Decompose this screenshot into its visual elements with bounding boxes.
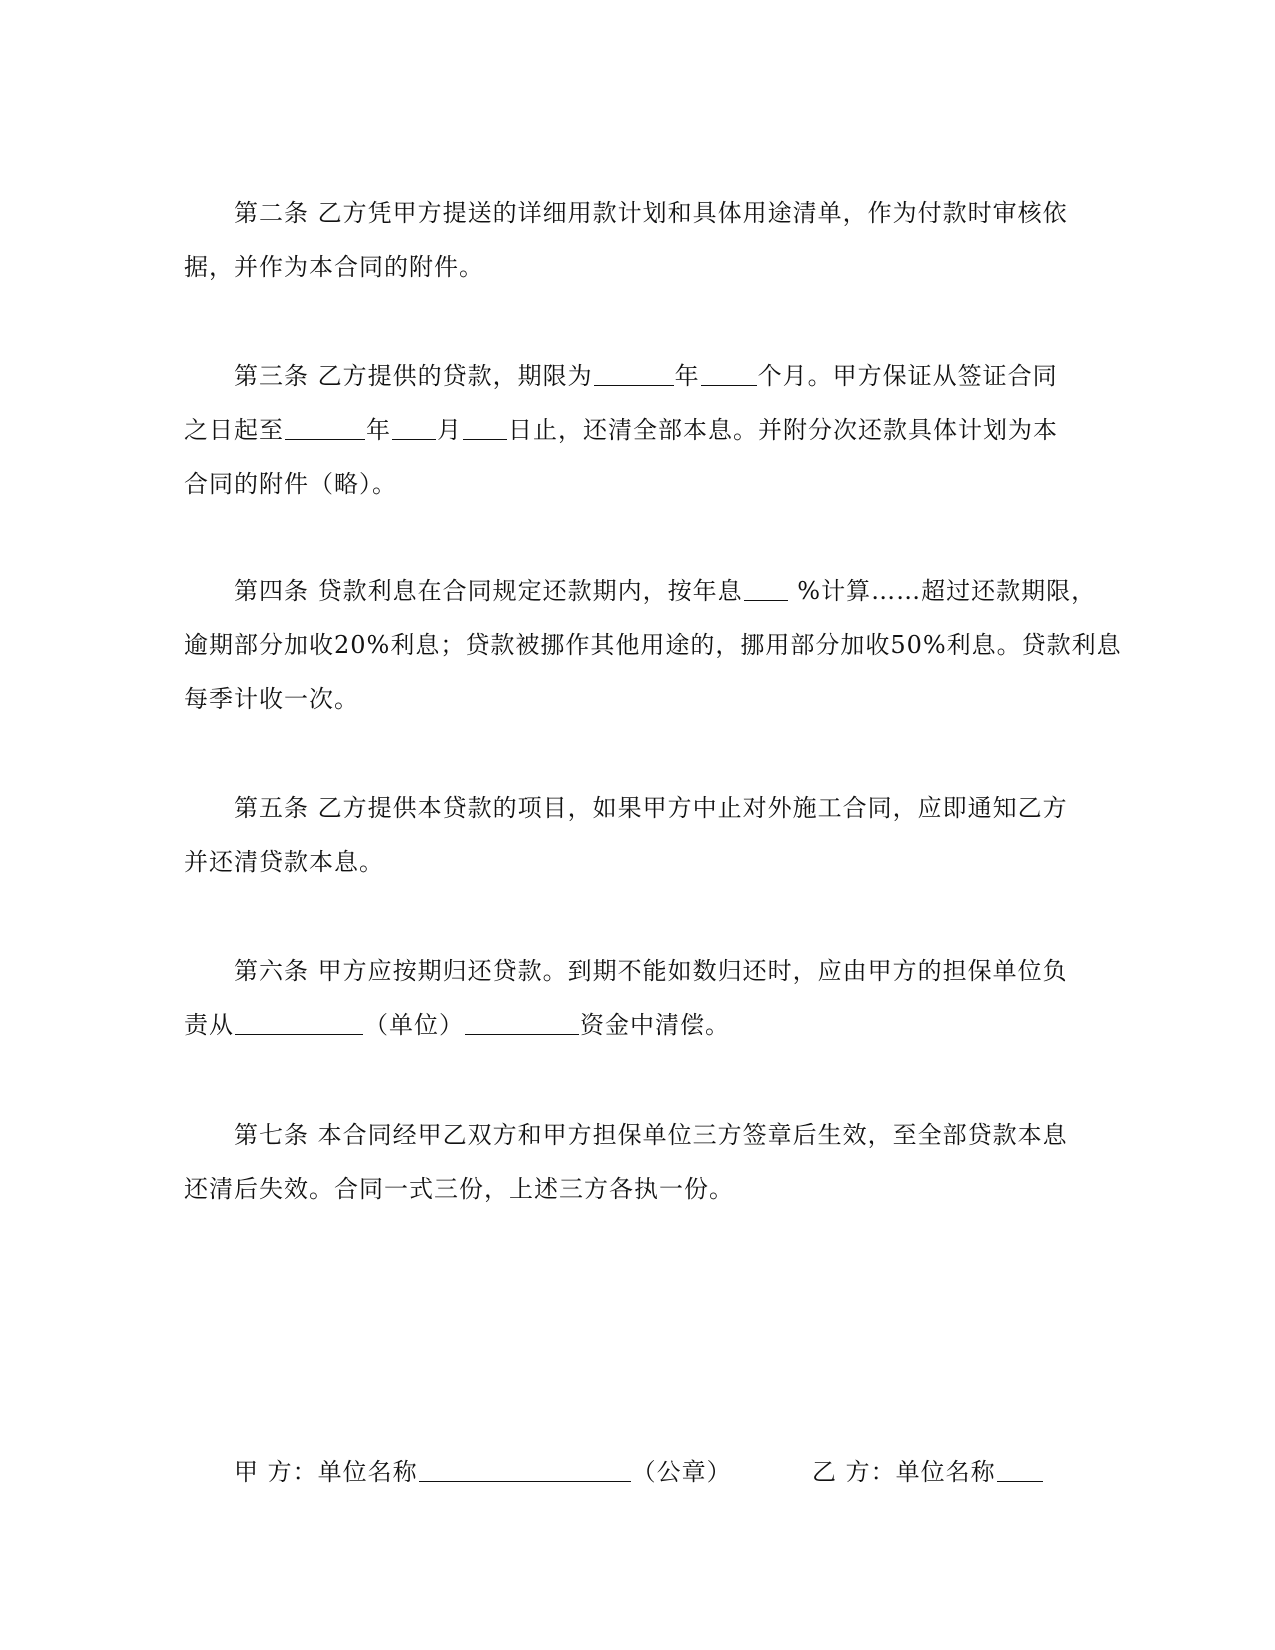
unit-label: （单位） bbox=[364, 1011, 464, 1039]
article-6-text: 资金中清偿。 bbox=[580, 1011, 730, 1039]
party-a-signature bbox=[234, 1452, 732, 1487]
article-5-line-2: 并还清贷款本息。 bbox=[184, 848, 384, 876]
article-3-line-1 bbox=[184, 349, 1084, 403]
article-6-line-2 bbox=[184, 998, 1084, 1052]
due-year-blank bbox=[285, 415, 365, 440]
due-month-blank bbox=[392, 415, 436, 440]
article-4-text: 第四条 贷款利息在合同规定还款期内，按年息 bbox=[234, 577, 743, 605]
term-years-blank bbox=[594, 361, 674, 386]
party-a-name-blank bbox=[419, 1457, 631, 1482]
party-a-label: 甲 方：单位名称 bbox=[234, 1458, 418, 1486]
article-4-line-3: 每季计收一次。 bbox=[184, 685, 359, 713]
year-label: 年 bbox=[674, 362, 700, 390]
article-3-text: 第三条 乙方提供的贷款，期限为 bbox=[234, 362, 593, 390]
article-4-line-1 bbox=[184, 564, 1097, 618]
year-label: 年 bbox=[366, 416, 391, 444]
article-3-line-3: 合同的附件（略）。 bbox=[184, 470, 397, 498]
article-3-line-2 bbox=[184, 403, 1084, 457]
party-b-name-blank bbox=[997, 1457, 1043, 1482]
article-5 bbox=[184, 781, 1084, 889]
term-months-blank bbox=[701, 361, 757, 386]
article-5-line-1: 第五条 乙方提供本贷款的项目，如果甲方中止对外施工合同，应即通知乙方 bbox=[234, 794, 1068, 822]
article-4-text: %计算……超过还款期限， bbox=[788, 577, 1097, 605]
article-3-text: 日止，还清全部本息。并附分次还款具体计划为本 bbox=[508, 416, 1058, 444]
article-6-line-1: 第六条 甲方应按期归还贷款。到期不能如数归还时，应由甲方的担保单位负 bbox=[234, 957, 1068, 985]
month-label: 月 bbox=[437, 416, 462, 444]
article-7-line-2: 还清后失效。合同一式三份，上述三方各执一份。 bbox=[184, 1175, 734, 1203]
guarantor-blank bbox=[235, 1010, 363, 1035]
article-3-text: 个月。甲方保证从签证合同 bbox=[757, 362, 1058, 390]
party-b-label: 乙 方：单位名称 bbox=[812, 1458, 996, 1486]
article-3-text: 之日起至 bbox=[184, 416, 284, 444]
article-2 bbox=[184, 186, 1084, 294]
party-b-signature bbox=[812, 1452, 1044, 1487]
fund-source-blank bbox=[465, 1010, 579, 1035]
article-7-line-1: 第七条 本合同经甲乙双方和甲方担保单位三方签章后生效，至全部贷款本息 bbox=[234, 1121, 1068, 1149]
article-2-line-2: 据，并作为本合同的附件。 bbox=[184, 253, 484, 281]
article-2-line-1: 第二条 乙方凭甲方提送的详细用款计划和具体用途清单，作为付款时审核依 bbox=[234, 199, 1068, 227]
article-4-line-2: 逾期部分加收20%利息；贷款被挪作其他用途的，挪用部分加收50%利息。贷款利息 bbox=[184, 631, 1122, 659]
article-7 bbox=[184, 1108, 1084, 1216]
article-6-text: 责从 bbox=[184, 1011, 234, 1039]
article-6 bbox=[184, 944, 1084, 1052]
article-3 bbox=[184, 349, 1084, 511]
article-4 bbox=[184, 564, 1122, 726]
interest-rate-blank bbox=[744, 576, 788, 601]
party-a-seal-label: （公章） bbox=[631, 1458, 732, 1486]
due-day-blank bbox=[463, 415, 507, 440]
